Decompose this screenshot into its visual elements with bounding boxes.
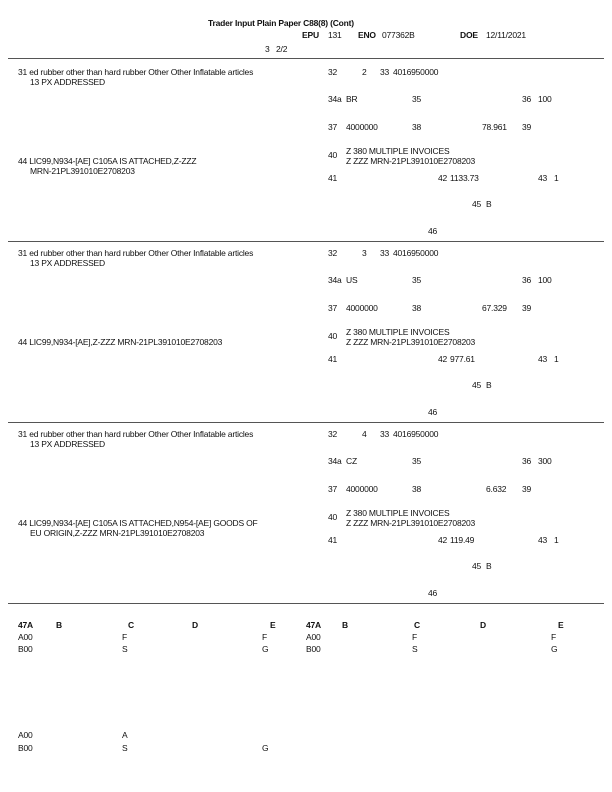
box34a-label: 34a [328,275,342,285]
tax-type-code: B00 [306,644,321,654]
tax-c-value: A [122,730,128,740]
valuation-method: 1 [554,535,559,545]
eno-value: 077362B [382,30,415,40]
epu-label: EPU [302,30,319,40]
box47a-header: 47A [18,620,33,630]
additional-info-line2: EU ORIGIN,Z-ZZZ MRN-21PL391010E2708203 [30,528,205,538]
origin-country: CZ [346,456,357,466]
divider [8,422,604,423]
tax-c-value: F [412,632,417,642]
tax-c-value: F [122,632,127,642]
item-price: 119.49 [450,535,475,545]
previous-document-line2: Z ZZZ MRN-21PL391010E2708203 [346,156,476,166]
tax-c-value: S [412,644,418,654]
box45-value: B [486,199,492,209]
box43-label: 43 [538,173,548,183]
divider [8,241,604,242]
box40-label: 40 [328,512,338,522]
doe-label: DOE [460,30,478,40]
box46-label: 46 [428,407,438,417]
box36-label: 36 [522,456,532,466]
box40-label: 40 [328,331,338,341]
previous-document-line2: Z ZZZ MRN-21PL391010E2708203 [346,518,476,528]
box39-label: 39 [522,122,532,132]
previous-document-line1: Z 380 MULTIPLE INVOICES [346,146,450,156]
tax-e-value: F [262,632,267,642]
package-marks: 13 PX ADDRESSED [30,258,105,268]
tax-type-code: A00 [18,730,33,740]
box34a-label: 34a [328,94,342,104]
box35-label: 35 [412,456,422,466]
goods-description: 31 ed rubber other than hard rubber Other Other Inflatable articles [18,248,254,258]
epu-value: 131 [328,30,342,40]
goods-description: 31 ed rubber other than hard rubber Other Other Inflatable articles [18,67,254,77]
divider [8,58,604,59]
box45-value: B [486,380,492,390]
box37-label: 37 [328,303,338,313]
tax-e-value: F [551,632,556,642]
eno-label: ENO [358,30,376,40]
col-e-header: E [270,620,276,630]
box42-label: 42 [438,354,448,364]
box45-label: 45 [472,199,482,209]
box35-label: 35 [412,94,422,104]
col-b-header: B [342,620,348,630]
preference-code: 100 [538,275,552,285]
net-mass: 67.329 [482,303,507,313]
box35-label: 35 [412,275,422,285]
tax-c-value: S [122,743,128,753]
box43-label: 43 [538,354,548,364]
box34a-label: 34a [328,456,342,466]
tax-type-code: B00 [18,644,33,654]
document-title: Trader Input Plain Paper C88(8) (Cont) [208,18,354,28]
commodity-code: 4016950000 [393,429,439,439]
additional-info-line2: MRN-21PL391010E2708203 [30,166,135,176]
box41-label: 41 [328,173,338,183]
box33-label: 33 [380,429,390,439]
net-mass: 6.632 [486,484,507,494]
box40-label: 40 [328,150,338,160]
additional-info-line1: 44 LIC99,N934-[AE],Z-ZZZ MRN-21PL391010E2708203 [18,337,223,347]
box32-label: 32 [328,429,338,439]
box38-label: 38 [412,484,422,494]
item-price: 1133.73 [450,173,479,183]
doe-value: 12/11/2021 [486,30,526,40]
tax-type-code: B00 [18,743,33,753]
tax-e-value: G [551,644,558,654]
box45-label: 45 [472,380,482,390]
item-block [0,424,612,605]
box47a-header: 47A [306,620,321,630]
tax-e-value: G [262,743,269,753]
origin-country: BR [346,94,358,104]
box41-label: 41 [328,535,338,545]
procedure-code: 4000000 [346,122,378,132]
goods-description: 31 ed rubber other than hard rubber Other Other Inflatable articles [18,429,254,439]
box36-label: 36 [522,275,532,285]
col-b-header: B [56,620,62,630]
item-block [0,243,612,424]
item-number: 4 [362,429,367,439]
col-e-header: E [558,620,564,630]
box36-label: 36 [522,94,532,104]
valuation-method: 1 [554,354,559,364]
item-block [0,62,612,243]
box38-label: 38 [412,122,422,132]
package-marks: 13 PX ADDRESSED [30,439,105,449]
tax-type-code: A00 [306,632,321,642]
box32-label: 32 [328,67,338,77]
commodity-code: 4016950000 [393,67,439,77]
box33-label: 33 [380,67,390,77]
procedure-code: 4000000 [346,303,378,313]
box39-label: 39 [522,303,532,313]
box42-label: 42 [438,535,448,545]
col-d-header: D [192,620,198,630]
box39-label: 39 [522,484,532,494]
col-c-header: C [128,620,134,630]
additional-info-line1: 44 LIC99,N934-[AE] C105A IS ATTACHED,N954-[AE] GOODS OF [18,518,258,528]
valuation-method: 1 [554,173,559,183]
box42-label: 42 [438,173,448,183]
box41-label: 41 [328,354,338,364]
col-d-header: D [480,620,486,630]
item-number: 2 [362,67,367,77]
page-of: 2/2 [276,44,288,54]
divider [8,603,604,604]
box37-label: 37 [328,484,338,494]
net-mass: 78.961 [482,122,507,132]
preference-code: 300 [538,456,552,466]
origin-country: US [346,275,358,285]
tax-type-code: A00 [18,632,33,642]
package-marks: 13 PX ADDRESSED [30,77,105,87]
page-number: 3 [265,44,270,54]
previous-document-line2: Z ZZZ MRN-21PL391010E2708203 [346,337,476,347]
commodity-code: 4016950000 [393,248,439,258]
procedure-code: 4000000 [346,484,378,494]
box43-label: 43 [538,535,548,545]
tax-c-value: S [122,644,128,654]
additional-info-line1: 44 LIC99,N934-[AE] C105A IS ATTACHED,Z-ZZZ [18,156,197,166]
box32-label: 32 [328,248,338,258]
col-c-header: C [414,620,420,630]
box33-label: 33 [380,248,390,258]
box38-label: 38 [412,303,422,313]
box45-label: 45 [472,561,482,571]
item-number: 3 [362,248,367,258]
preference-code: 100 [538,94,552,104]
tax-e-value: G [262,644,269,654]
box45-value: B [486,561,492,571]
box37-label: 37 [328,122,338,132]
previous-document-line1: Z 380 MULTIPLE INVOICES [346,327,450,337]
previous-document-line1: Z 380 MULTIPLE INVOICES [346,508,450,518]
item-price: 977.61 [450,354,475,364]
box46-label: 46 [428,226,438,236]
box46-label: 46 [428,588,438,598]
